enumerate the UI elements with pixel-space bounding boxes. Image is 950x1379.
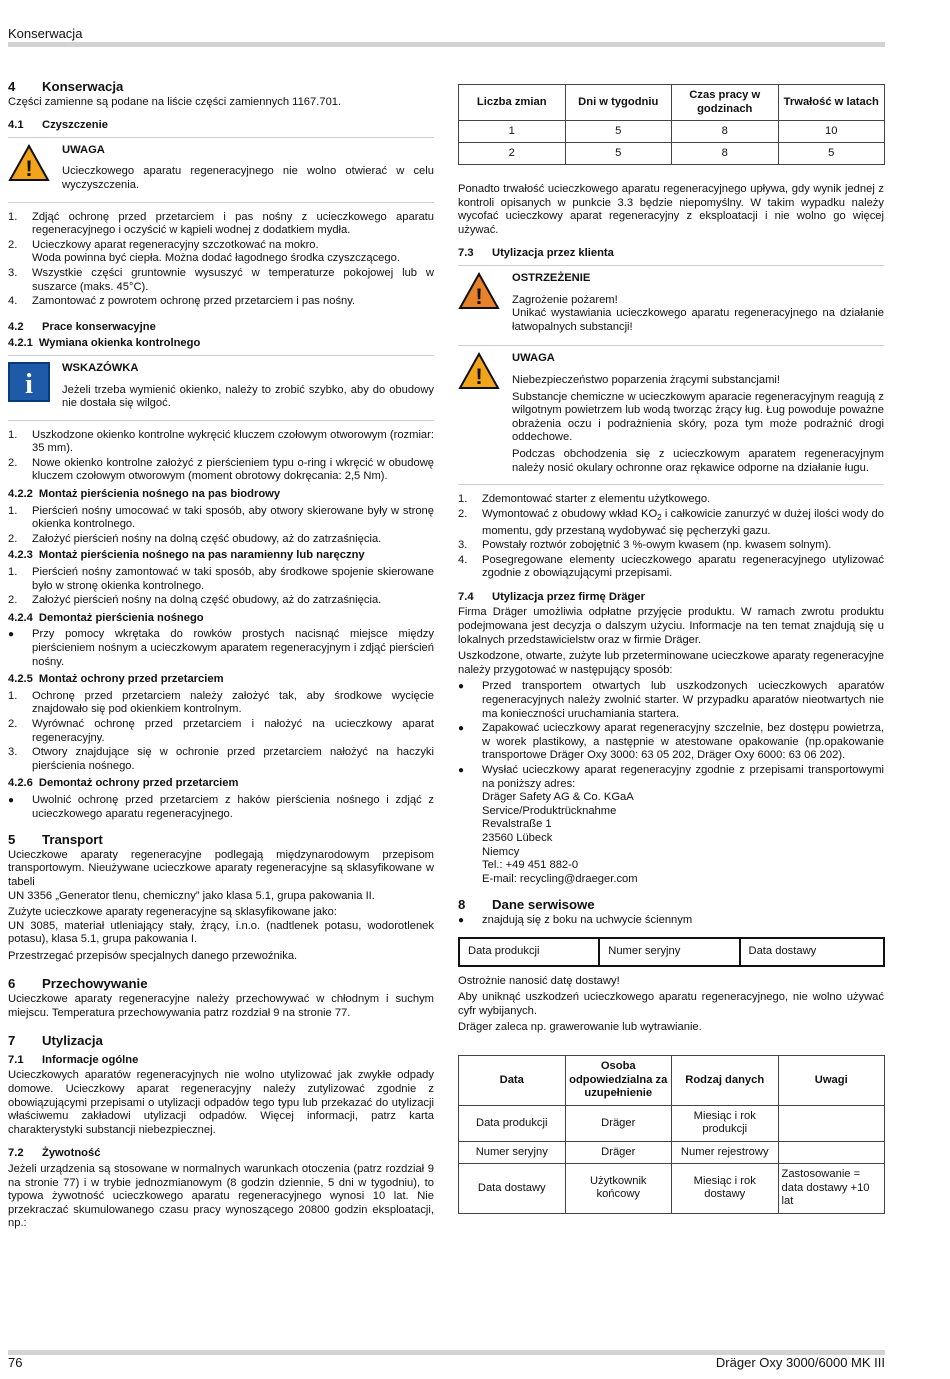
drager-disposal-p1: Firma Dräger umożliwia odpłatne przyjęcie produktu. W ramach zwrotu produktu podejmowana jest decyzja o dalszym użyciu. Informacje na ten temat znajdują się u lokalnych przedstawicielstw oraz w firmie Dräger. [458, 606, 884, 646]
table-cell: Numer seryjny [599, 938, 739, 966]
list-item: 1. Pierścień nośny umocować w taki sposób, aby otwory skierowane były w stronę okienka kontrolnego. [8, 504, 434, 531]
list-item: ● Wysłać ucieczkowy aparat regeneracyjny zgodnie z przepisami transportowymi na poniższy adres: Dräger Safety AG & Co. KGaA Service/Produktrücknahme Revalstraße 1 23560 Lübeck Niemcy Tel.: +49 451 882-0 E-mail: recycling@draeger.com [458, 764, 884, 886]
section-4-intro: Części zamienne są podane na liście części zamiennych 1167.701. [8, 95, 342, 108]
table-row [459, 1163, 885, 1213]
address-line: E-mail: recycling@draeger.com [482, 872, 638, 885]
address-line: Tel.: +49 451 882-0 [482, 859, 579, 872]
table-cell: 1 [459, 121, 566, 143]
table-cell: 5 [778, 143, 885, 165]
list-item: ● Przy pomocy wkrętaka do rowków prostych nacisnąć miejsce między pierścieniem nośnym a ucieczkowym aparatem regeneracyjnym i zdjąć pierścień nośny. [8, 628, 434, 669]
table-header: Dni w tygodniu [565, 85, 672, 121]
section-4-2-6-heading: 4.2.6 Demontaż ochrony przed przetarciem [8, 777, 239, 790]
list-item: 2. Założyć pierścień nośny na dolną część obudowy, aż do zatrzaśnięcia. [8, 532, 382, 545]
lifetime-p1: Jeżeli urządzenia są stosowane w normalnych warunkach otoczenia (patrz rozdział 9 na stronie 77) i w trybie jednozmianowym (8 godzin dziennie, 5 dni w tygodniu), to typowa żywotność ucieczkowego aparatu regeneracyjnego wynosi 10 lat. Nie przekraczać skumulowanego czasu pracy wynoszącego 20800 godzin eksploatacji, np.: [8, 1163, 434, 1230]
section-4-2-3-heading: 4.2.3 Montaż pierścienia nośnego na pas naramienny lub naręczny [8, 549, 365, 562]
svg-text:i: i [25, 368, 33, 400]
caution-note [8, 137, 434, 203]
table-cell: Data dostawy [740, 938, 885, 966]
table-cell: 5 [565, 121, 672, 143]
list-item: ● znajdują się z boku na uchwycie ściennym [458, 914, 884, 928]
caution-title: UWAGA [512, 352, 555, 365]
list-item: ● Uwolnić ochronę przed przetarciem z haków pierścienia nośnego i zdjąć z ucieczkowego aparatu regeneracyjnego. [8, 794, 434, 821]
table-cell: 5 [565, 143, 672, 165]
svg-text:!: ! [25, 155, 33, 181]
list-item: 4. Zamontować z powrotem ochronę przed przetarciem i pas nośny. [8, 295, 356, 308]
caution-title: UWAGA [62, 143, 105, 156]
service-p2: Aby uniknąć uszkodzeń ucieczkowego aparatu regeneracyjnego, nie wolno używać cyfr wybijanych. [458, 991, 884, 1017]
table-header-row [459, 85, 885, 121]
return-address [482, 791, 884, 886]
section-4-1-heading: 4.1 Czyszczenie [8, 119, 108, 132]
list-item: 1. Pierścień nośny zamontować w taki sposób, aby środkowe spojenie skierowane było w stronę okienka kontrolnego. [8, 566, 434, 592]
section-5-heading: 5 Transport [8, 832, 103, 848]
list-item: 3. Wszystkie części gruntownie wysuszyć w temperaturze pokojowej lub w suszarce (maks. 45°C). [8, 266, 434, 293]
transport-p3: Przestrzegać przepisów specjalnych danego przewoźnika. [8, 949, 298, 962]
table-cell: Dräger [565, 1141, 672, 1163]
list-item: 3. Otwory znajdujące się w ochronie przed przetarciem nałożyć na haczyki pierścienia nośnego. [8, 746, 434, 772]
list-item: 2. Ucieczkowy aparat regeneracyjny szczotkować na mokro. Woda powinna być ciepła. Można dodać łagodnego środka czyszczącego. [8, 238, 400, 265]
svg-text:!: ! [475, 364, 483, 390]
caution-text: Ucieczkowego aparatu regeneracyjnego nie wolno otwierać w celu wyczyszczenia. [62, 165, 434, 191]
address-line: Dräger Safety AG & Co. KGaA [482, 791, 634, 804]
svg-text:!: ! [475, 283, 483, 309]
caution-text-3: Podczas obchodzenia się z ucieczkowym aparatem regeneracyjnym należy nosić okulary ochronne oraz rękawice odporne na działanie ługu. [512, 447, 884, 474]
customer-disposal-steps [458, 493, 884, 581]
cleaning-steps [8, 211, 434, 309]
product-name: Dräger Oxy 3000/6000 MK III [715, 1355, 885, 1370]
page-number: 76 [8, 1355, 23, 1370]
table-cell: Data produkcji [459, 1105, 566, 1141]
abrasion-removal-bullets [8, 794, 434, 821]
page-header-title: Konserwacja [8, 26, 83, 41]
caution-text-2: Substancje chemiczne w ucieczkowym aparacie regeneracyjnym reagują z wilgotnym powietrzem lub wodą tworząc żrący ług. Ług powoduje poważne obrażenia oczu i podrażnienia skóry, poza tym może podrażnić drogi oddechowe. [512, 390, 884, 444]
disposal-general-p1: Ucieczkowych aparatów regeneracyjnych nie wolno utylizować jak zwykłe odpady domowe. Ucieczkowy aparat regeneracyjny należy zutylizować zgodnie z obowiązującymi przepisami o utylizacji odpadów tego typu lub przekazać do utylizacji właściwemu zakładowi utylizacji odpadów. Więcej informacji, patrz karta charakterystyki substancji niebezpiecznej. [8, 1069, 434, 1136]
section-6-heading: 6 Przechowywanie [8, 976, 148, 992]
warning-triangle-icon [8, 142, 62, 196]
lifetime-table [458, 84, 885, 165]
list-item: 1. Ochronę przed przetarciem należy założyć tak, aby środkowe wycięcie znajdowało się pod okienkiem kontrolnym. [8, 689, 434, 716]
transport-p2: Zużyte ucieczkowe aparaty regeneracyjne są sklasyfikowane jako: UN 3085, materiał utleniający stały, żrący, i.n.o. (nadtlenek potasu, wodorotlenek potasu), klasa 5.1, grupa pakowania I. [8, 906, 434, 946]
section-7-3-heading: 7.3 Utylizacja przez klienta [458, 247, 614, 260]
table-header: Czas pracy w godzinach [672, 85, 779, 121]
service-data-table [458, 1055, 885, 1214]
table-cell: 10 [778, 121, 885, 143]
table-cell [778, 1105, 885, 1141]
table-cell: Użytkownik końcowy [565, 1163, 672, 1213]
warning-text-2: Unikać wystawiania ucieczkowego aparatu regeneracyjnego na działanie łatwopalnych substancji! [512, 307, 884, 333]
table-header: Liczba zmian [459, 85, 566, 121]
section-7-4-heading: 7.4 Utylizacja przez firmę Dräger [458, 590, 645, 603]
service-p1: Ostrożnie nanosić datę dostawy! [458, 974, 620, 987]
table-cell: Numer rejestrowy [672, 1141, 779, 1163]
warning-note [458, 265, 884, 343]
section-7-1-heading: 7.1 Informacje ogólne [8, 1053, 139, 1066]
list-item: 3. Powstały roztwór zobojętnić 3 %-owym kwasem (np. kwasem solnym). [458, 539, 832, 552]
drager-disposal-p2: Uszkodzone, otwarte, zużyte lub przeterminowane ucieczkowe aparaty regeneracyjne należy przygotować w następujący sposób: [458, 650, 884, 676]
section-8-heading: 8 Dane serwisowe [458, 897, 595, 913]
list-item: 2. Założyć pierścień nośny na dolną część obudowy, aż do zatrzaśnięcia. [8, 594, 382, 607]
drager-disposal-bullets [458, 680, 884, 886]
list-item: 1. Uszkodzone okienko kontrolne wykręcić kluczem czołowym otworowym (rozmiar: 35 mm). [8, 428, 434, 455]
table-cell: 8 [672, 143, 779, 165]
shoulder-belt-steps [8, 566, 434, 608]
table-header: Trwałość w latach [778, 85, 885, 121]
caution-note-2 [458, 345, 884, 485]
table-cell: Numer seryjny [459, 1141, 566, 1163]
table-header: Rodzaj danych [672, 1055, 779, 1105]
address-line: Niemcy [482, 845, 520, 858]
abrasion-mount-steps [8, 690, 434, 774]
section-4-2-5-heading: 4.2.5 Montaż ochrony przed przetarciem [8, 673, 224, 686]
list-item: 2. Wymontować z obudowy wkład $KO_2$ i całkowicie zanurzyć w dużej ilości wody do momentu, gdy przestaną wydobywać się pęcherzyki gazu. [458, 507, 884, 537]
list-item: 1. Zdjąć ochronę przed przetarciem i pas nośny z ucieczkowego aparatu regeneracyjnego i oczyścić w kąpieli wodnej z dodatkiem mydła. [8, 210, 434, 237]
table-header: Uwagi [778, 1055, 885, 1105]
section-4-2-2-heading: 4.2.2 Montaż pierścienia nośnego na pas biodrowy [8, 488, 281, 501]
table-cell: Dräger [565, 1105, 672, 1141]
service-data-bullets [458, 914, 884, 928]
address-line: Service/Produktrücknahme [482, 804, 617, 817]
table-cell: Miesiąc i rok produkcji [672, 1105, 779, 1141]
table-row [459, 1141, 885, 1163]
service-label-table [458, 937, 885, 967]
table-cell: Zastosowanie = data dostawy +10 lat [778, 1163, 885, 1213]
table-cell: Data dostawy [459, 1163, 566, 1213]
warning-text-1: Zagrożenie pożarem! [512, 293, 618, 306]
right-column [458, 84, 884, 1214]
table-row [459, 938, 884, 966]
warning-title: OSTRZEŻENIE [512, 271, 591, 284]
caution-text-1: Niebezpieczeństwo poparzenia żrącymi substancjami! [512, 373, 781, 386]
table-cell: 8 [672, 121, 779, 143]
list-item: ● Przed transportem otwartych lub uszkodzonych ucieczkowych aparatów regeneracyjnych należy zwolnić starter. W przypadku aparatów nieotwartych nie ma konieczności uruchamiania startera. [458, 680, 884, 721]
table-header: Data [459, 1055, 566, 1105]
table-row [459, 121, 885, 143]
section-4-2-heading: 4.2 Prace konserwacyjne [8, 320, 156, 333]
section-4-heading: 4 Konserwacja [8, 79, 124, 94]
table-row [459, 143, 885, 165]
table-header: Osoba odpowiedzialna za uzupełnienie [565, 1055, 672, 1105]
hint-title: WSKAZÓWKA [62, 361, 139, 374]
list-item: ● Zapakować ucieczkowy aparat regeneracyjny szczelnie, bez dostępu powietrza, w worek plastikowy, a następnie w atestowane opakowanie (np.opakowanie transportowe Dräger Oxy 3000: 63 05 202, Dräger Oxy 6000: 63 06 202). [458, 722, 884, 763]
hint-note [8, 355, 434, 421]
ring-removal-bullets [8, 628, 434, 669]
window-steps [8, 429, 434, 484]
warning-triangle-icon [458, 350, 512, 478]
hip-belt-steps [8, 505, 434, 547]
header-rule [8, 42, 885, 47]
lifetime-p2: Ponadto trwałość ucieczkowego aparatu regeneracyjnego upływa, gdy wynik jednej z kontroli opisanych w punkcie 3.3 będzie niepomyślny. W takim wypadku należy wycofać ucieczkowy aparat regeneracyjny z eksploatacji i nie wolno go więcej używać. [458, 183, 884, 236]
warning-triangle-icon [458, 270, 512, 337]
list-item: 1. Zdemontować starter z elementu użytkowego. [458, 493, 711, 506]
table-header-row [459, 1055, 885, 1105]
service-p3: Dräger zaleca np. grawerowanie lub wytrawianie. [458, 1021, 702, 1034]
transport-p1: Ucieczkowe aparaty regeneracyjne podlegają międzynarodowym przepisom transportowym. Nieużywane ucieczkowe aparaty regeneracyjne są sklasyfikowane w tabeli UN 3356 „Generator tlenu, chemiczny” jako klasa 5.1, grupa pakowania II. [8, 848, 434, 902]
table-cell: 2 [459, 143, 566, 165]
address-line: 23560 Lübeck [482, 831, 553, 844]
list-item: 4. Posegregowane elementy ucieczkowego aparatu regeneracyjnego utylizować zgodnie z obowiązującymi przepisami. [458, 553, 884, 580]
section-4-2-4-heading: 4.2.4 Demontaż pierścienia nośnego [8, 611, 204, 624]
list-item: 2. Nowe okienko kontrolne założyć z pierścieniem typu o-ring i wkręcić w obudowę kluczem czołowym otworowym (moment obrotowy dokręcania: 2,5 Nm). [8, 456, 434, 483]
table-cell [778, 1141, 885, 1163]
table-cell: Data produkcji [459, 938, 599, 966]
section-7-heading: 7 Utylizacja [8, 1033, 103, 1049]
left-column [8, 80, 434, 1234]
storage-p1: Ucieczkowe aparaty regeneracyjne należy przechowywać w chłodnym i suchym miejscu. Temperatura przechowywania patrz rozdział 9 na stronie 77. [8, 993, 434, 1019]
hint-text: Jeżeli trzeba wymienić okienko, należy to zrobić szybko, aby do obudowy nie dostała się wilgoć. [62, 383, 434, 410]
section-4-2-1-heading: 4.2.1 Wymiana okienka kontrolnego [8, 337, 201, 350]
info-icon [8, 360, 62, 414]
address-line: Revalstraße 1 [482, 818, 552, 831]
table-cell: Miesiąc i rok dostawy [672, 1163, 779, 1213]
table-row [459, 1105, 885, 1141]
list-item: 2. Wyrównać ochronę przed przetarciem i nałożyć na ucieczkowy aparat regeneracyjny. [8, 717, 434, 744]
section-7-2-heading: 7.2 Żywotność [8, 1147, 101, 1160]
